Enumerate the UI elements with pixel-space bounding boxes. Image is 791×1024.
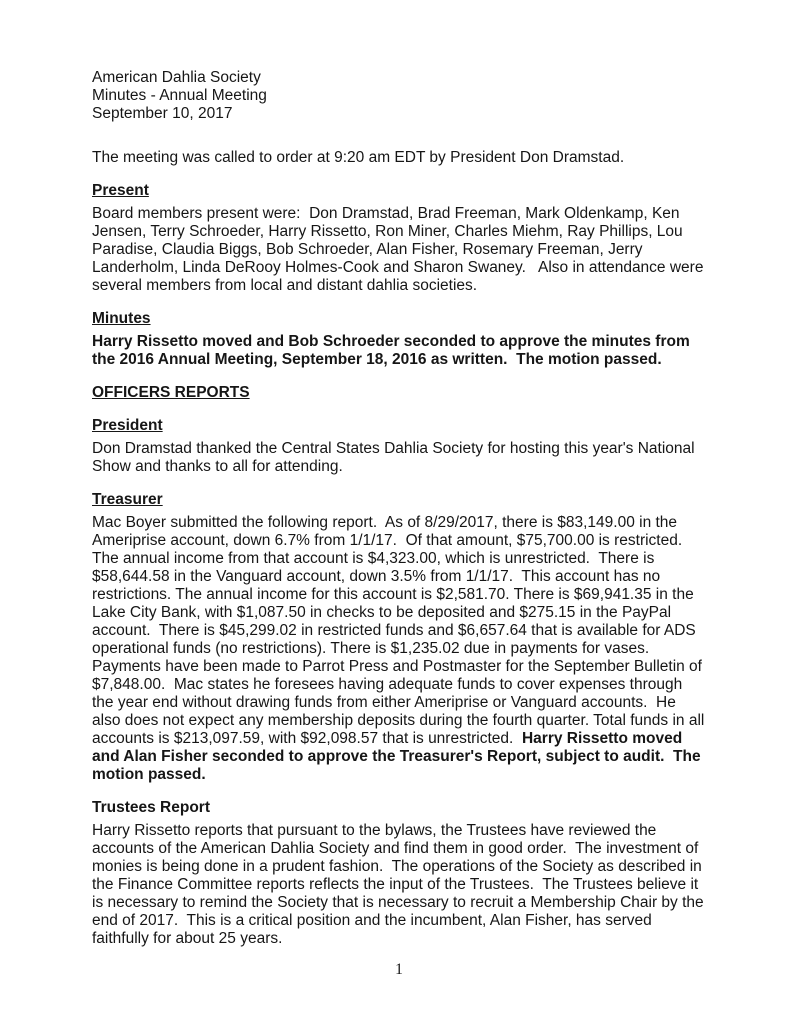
document-header bbox=[92, 69, 706, 123]
heading-treasurer: Treasurer bbox=[92, 491, 163, 508]
heading-minutes: Minutes bbox=[92, 310, 151, 327]
treasurer-report-text: Mac Boyer submitted the following report. As of 8/29/2017, there is $83,149.00 in the Ameriprise account, down 6.7% from 1/1/17. Of that amount, $75,700.00 is restricted. The annual income from that account is $4,323.00, which is unrestricted. There is $58,644.58 in the Vanguard account, down 3.5% from 1/1/17. This account has no restrictions. The annual income for this account is $2,581.70. There is $69,941.35 in the Lake City Bank, with $1,087.50 in checks to be deposited and $275.15 in the PayPal account. There is $45,299.02 in restricted funds and $6,657.64 that is available for ADS operational funds (no restrictions). There is $1,235.02 due in payments for vases. Payments have been made to Parrot Press and Postmaster for the September Bulletin of $7,848.00. Mac states he foresees having adequate funds to cover expenses through the year end without drawing funds from either Ameriprise or Vanguard accounts. He also does not expect any membership deposits during the fourth quarter. Total funds in all accounts is $213,097.59, with $92,098.57 that is unrestricted. bbox=[92, 514, 709, 747]
page-number: 1 bbox=[395, 961, 403, 978]
heading-president: President bbox=[92, 417, 163, 434]
heading-trustees-report: Trustees Report bbox=[92, 799, 211, 816]
call-to-order-paragraph: The meeting was called to order at 9:20 am EDT by President Don Dramstad. bbox=[92, 149, 625, 166]
president-paragraph: Don Dramstad thanked the Central States Dahlia Society for hosting this year's National Show and thanks to all for attending. bbox=[92, 440, 699, 475]
present-paragraph: Board members present were: Don Dramstad, Brad Freeman, Mark Oldenkamp, Ken Jensen, Terry Schroeder, Harry Rissetto, Ron Miner, Charles Miehm, Ray Phillips, Lou Paradise, Claudia Biggs, Bob Schroeder, Alan Fisher, Rosemary Freeman, Jerry Landerholm, Linda DeRooy Holmes-Cook and Sharon Swaney. Also in attendance were several members from local and distant dahlia societies. bbox=[92, 205, 708, 294]
treasurer-paragraph bbox=[92, 514, 709, 784]
treasurer-motion-text: Harry Rissetto moved and Alan Fisher seconded to approve the Treasurer's Report, subject to audit. The motion passed. bbox=[92, 730, 705, 783]
doc-title: Minutes - Annual Meeting bbox=[92, 87, 267, 104]
minutes-motion-paragraph: Harry Rissetto moved and Bob Schroeder seconded to approve the minutes from the 2016 Annual Meeting, September 18, 2016 as written. The motion passed. bbox=[92, 333, 695, 368]
org-name: American Dahlia Society bbox=[92, 69, 261, 86]
trustees-paragraph: Harry Rissetto reports that pursuant to the bylaws, the Trustees have reviewed the accounts of the American Dahlia Society and find them in good order. The investment of monies is being done in a prudent fashion. The operations of the Society as described in the Finance Committee reports reflects the input of the Trustees. The Trustees believe it is necessary to remind the Society that is necessary to recruit a Membership Chair by the end of 2017. This is a critical position and the incumbent, Alan Fisher, has served faithfully for about 25 years. bbox=[92, 822, 708, 947]
doc-date: September 10, 2017 bbox=[92, 105, 233, 122]
heading-officers-reports: OFFICERS REPORTS bbox=[92, 384, 250, 401]
heading-present: Present bbox=[92, 182, 149, 199]
